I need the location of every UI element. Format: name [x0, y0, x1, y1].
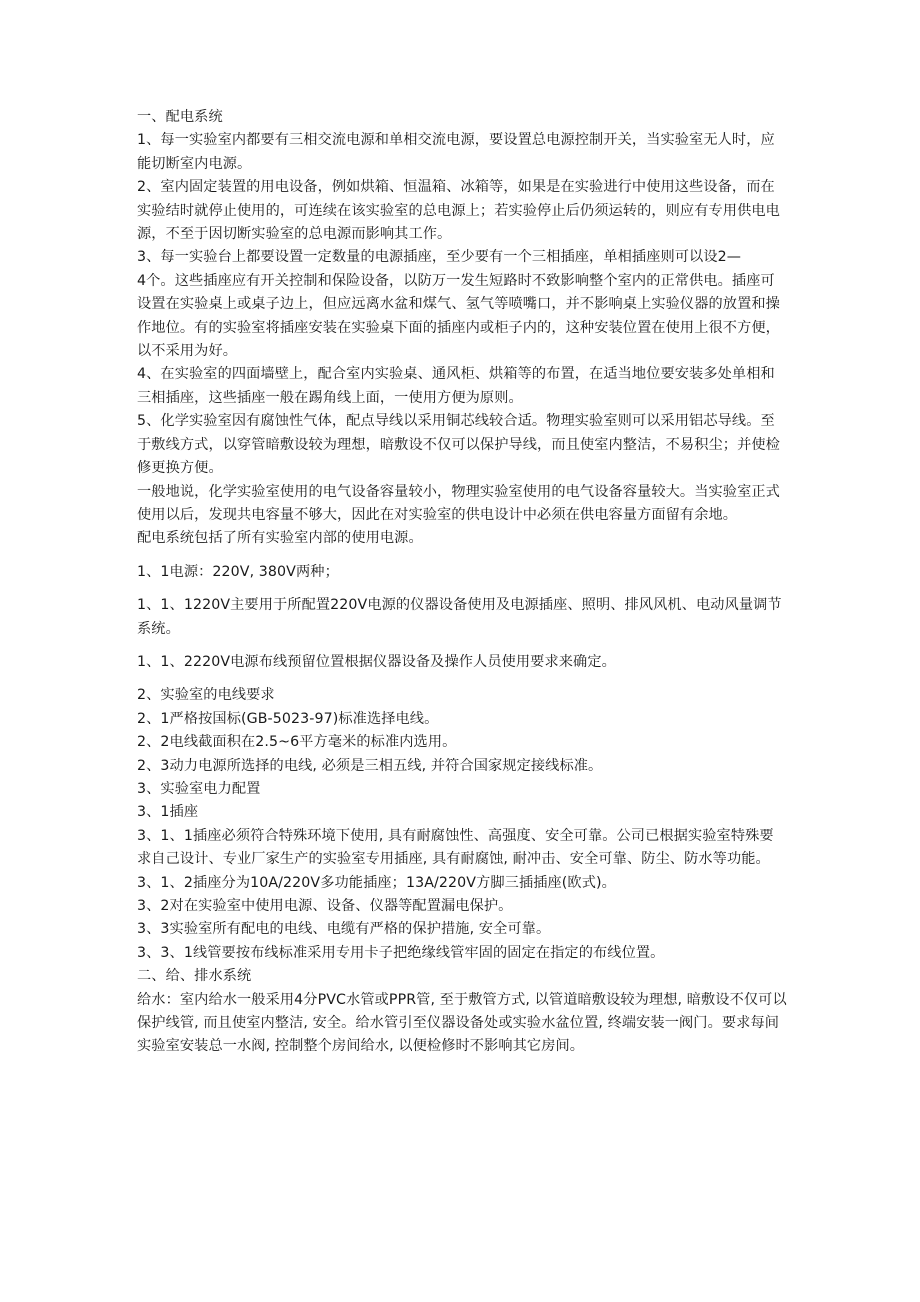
paragraph: 3、每一实验台上都要设置一定数量的电源插座，至少要有一个三相插座，单相插座则可以设2— — [137, 249, 742, 266]
paragraph: 1、1电源：220V, 380V两种； — [137, 563, 339, 580]
paragraph: 3、2对在实验室中使用电源、设备、仪器等配置漏电保护。 — [137, 898, 513, 914]
document-body — [137, 106, 787, 1059]
spacer — [137, 551, 787, 561]
paragraph: 配电系统包括了所有实验室内部的使用电源。 — [137, 530, 423, 547]
paragraph: 3、3实验室所有配电的电线、电缆有严格的保护措施, 安全可靠。 — [137, 921, 551, 938]
paragraph: 3、实验室电力配置 — [137, 780, 261, 797]
paragraph: 4个。这些插座应有开关控制和保险设备，以防万一发生短路时不致影响整个室内的正常供电。插座可设置在实验桌上或桌子边上，但应远离水盆和煤气、氢气等喷嘴口，并不影响桌上实验仪器的放置和操作地位。有的实验室将插座安装在实验桌下面的插座内或柜子内的，这种安装位置在使用上很不方便，以不采用为好。 — [137, 272, 780, 360]
spacer — [137, 674, 787, 684]
paragraph: 2、1严格按国标(GB-5023-97)标准选择电线。 — [137, 710, 439, 727]
paragraph: 2、室内固定装置的用电设备，例如烘箱、恒温箱、冰箱等，如果是在实验进行中使用这些设备，而在实验结时就停止使用的，可连续在该实验室的总电源上；若实验停止后仍须运转的，则应有专用供电电源，不至于因切断实验室的总电源而影响其工作。 — [137, 179, 780, 243]
paragraph: 2、3动力电源所选择的电线, 必须是三相五线, 并符合国家规定接线标准。 — [137, 757, 603, 774]
paragraph: 1、每一实验室内都要有三相交流电源和单相交流电源，要设置总电源控制开关，当实验室无人时，应能切断室内电源。 — [137, 132, 775, 172]
paragraph: 3、1、2插座分为10A/220V多功能插座；13A/220V方脚三插插座(欧式)。 — [137, 874, 616, 891]
paragraph: 5、化学实验室因有腐蚀性气体，配点导线以采用铜芯线较合适。物理实验室则可以采用铝芯导线。至于敷线方式，以穿管暗敷设较为理想，暗敷设不仅可以保护导线，而且使室内整洁，不易积尘；并使检修更换方便。 — [137, 413, 780, 477]
paragraph: 给水：室内给水一般采用4分PVC水管或PPR管, 至于敷管方式, 以管道暗敷设较为理想, 暗敷设不仅可以保护线管, 而且使室内整洁, 安全。给水管引至仪器设备处或实验水盆位置, 终端安装一阀门。要求每间实验室安装总一水阀, 控制整个房间给水, 以便检修时不影响其它房间。 — [137, 991, 787, 1055]
paragraph: 2、2电线截面积在2.5~6平方毫米的标准内选用。 — [137, 734, 457, 751]
paragraph: 1、1、1220V主要用于所配置220V电源的仪器设备使用及电源插座、照明、排风风机、电动风量调节系统。 — [137, 597, 782, 637]
paragraph: 3、1、1插座必须符合特殊环境下使用, 具有耐腐蚀性、高强度、安全可靠。公司已根据实验室特殊要求自己设计、专业厂家生产的实验室专用插座, 具有耐腐蚀, 耐冲击、安全可靠、防尘、防水等功能。 — [137, 827, 774, 868]
paragraph: 一般地说，化学实验室使用的电气设备容量较小，物理实验室使用的电气设备容量较大。当实验室正式使用以后，发现共电容量不够大，因此在对实验室的供电设计中必须在供电容量方面留有余地。 — [137, 483, 780, 523]
paragraph: 4、在实验室的四面墙壁上，配合室内实验桌、通风柜、烘箱等的布置，在适当地位要安装多处单相和三相插座，这些插座一般在踢角线上面，一使用方便为原则。 — [137, 366, 775, 406]
paragraph: 1、1、2220V电源布线预留位置根据仪器设备及操作人员使用要求来确定。 — [137, 653, 616, 670]
spacer — [137, 584, 787, 594]
paragraph: 3、3、1线管要按布线标准采用专用卡子把绝缘线管牢固的固定在指定的布线位置。 — [137, 944, 665, 961]
section-heading-power: 一、配电系统 — [137, 109, 223, 125]
paragraph: 2、实验室的电线要求 — [137, 687, 275, 704]
section-heading-water: 二、给、排水系统 — [137, 968, 252, 985]
spacer — [137, 641, 787, 651]
paragraph: 3、1插座 — [137, 804, 199, 821]
